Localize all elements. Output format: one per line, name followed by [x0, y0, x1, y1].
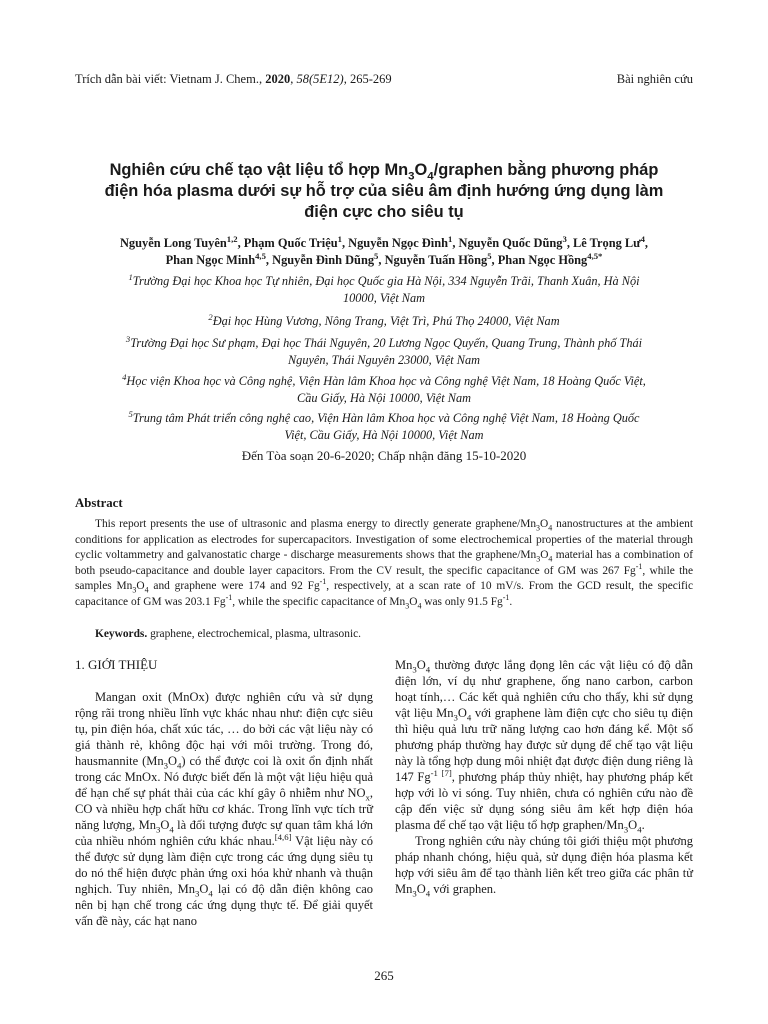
- affiliation: $^1$Trường Đại học Khoa học Tự nhiên, Đại học Quốc gia Hà Nội, 334 Nguyễn Trãi, Thanh Xuân, Hà Nội 10000, Việt Nam: [128, 271, 640, 305]
- title-line3: điện cực cho siêu tụ: [304, 203, 464, 221]
- author: Nguyễn Đình Dũng$^5$: [272, 250, 379, 267]
- title-line1: Nghiên cứu chế tạo vật liệu tổ hợp Mn: [109, 161, 409, 179]
- citation-volume: 58(5E12): [296, 72, 344, 86]
- author: Phan Ngọc Minh$^{4,5}$: [165, 250, 266, 267]
- citation: Trích dẫn bài viết: Vietnam J. Chem., 2020, 58(5E12), 265-269: [75, 72, 392, 86]
- author-list: Nguyễn Long Tuyên$^{1,2}$, Phạm Quốc Triệu$^1$, Nguyễn Ngọc Đình$^1$, Nguyễn Quốc Dũng$^3$, Lê Trọng $Lư^4$, Phan Ngọc Minh$^{4,5}$, Nguyễn Đình Dũng$^5$, Nguyễn Tuấn Hồng$^5$, Phan Ngọc Hồng$^{4,5*}$: [119, 233, 649, 267]
- citation-pages: , 265-269: [343, 72, 392, 86]
- title-sub: 3: [408, 170, 415, 183]
- article-type: Bài nghiên cứu: [616, 72, 693, 86]
- intro-paragraph-2: Trong nghiên cứu này chúng tôi giới thiệu một phương pháp nhanh chóng, hiệu quả, sử dụng điện hóa plasma kết hợp với siêu âm để tạo thành liên kết treo giữa các phân tử $Mn_3O_4$ với graphen.: [395, 834, 693, 899]
- title-sub: 4: [427, 170, 434, 183]
- intro-paragraph-cont: $Mn_3O_4$ thường được lắng đọng lên các vật liệu có độ dẫn điện lớn, ví dụ như graphene, ống nano carbon, carbon hoạt tính,… Các kết quả nghiên cứu cho thấy, khi sử dụng vật liệu $Mn_3O_4$ với graphene làm điện cực cho siêu tụ điện thì hiệu quả lưu trữ năng lượng cao hơn đáng kể. Một số phương pháp thường hay được sử dụng để chế tạo vật liệu này là tổng hợp dung môi nhiệt đạt được điện dung riêng là 147 $Fg^{-1}$ [7], phương pháp thủy nhiệt, hay phương pháp kết hợp với lò vi sóng. Tuy nhiên, chưa có nghiên cứu nào đề cập đến việc sử dụng sóng siêu âm kết hợp điện hóa plasma để chế tạo vật liệu tổ hợp graphen/$Mn_3O_4$.: [395, 658, 693, 835]
- author: Lê Trọng $Lư^4$: [573, 233, 645, 250]
- right-column: [395, 657, 693, 897]
- author: Phan Ngọc Hồng$^{4,5*}$: [497, 250, 603, 267]
- title-o: O: [414, 161, 428, 179]
- title-line2: điện hóa plasma dưới sự hỗ trợ của siêu âm định hướng ứng dụng làm: [104, 182, 664, 200]
- left-column: [75, 657, 373, 929]
- keywords: Keywords. graphene, electrochemical, plasma, ultrasonic.: [95, 628, 362, 640]
- affiliation: $^2$Đại học Hùng Vương, Nông Trang, Việt Trì, Phú Thọ 24000, Việt Nam: [208, 311, 560, 328]
- citation-year: 2020: [265, 72, 291, 86]
- affiliation: $^4$Học viện Khoa học và Công nghệ, Viện Hàn lâm Khoa học và Công nghệ Việt Nam, 18 Hoàng Quốc Việt, Cầu Giấy, Hà Nội 10000, Việt Nam: [122, 371, 646, 405]
- author: Nguyễn Ngọc Đình$^1$: [348, 233, 453, 250]
- abstract-text: This report presents the use of ultrasonic and plasma energy to directly generate graphene/$Mn_3O_4$ nanostructures at the ambient conditions for application as electrodes for supercapacitors. Investigation of some electrochemical properties of the material through cyclic voltammetry and galvanostatic charge - discharge measurements shows that the graphene/$Mn_3O_4$ material has a combination of both pseudo-capacitance and double layer capacitors. From the CV result, the specific capacitance of GM was 267 $Fg^{-1}$, while the samples $Mn_3O_4$ and graphene were 174 and 92 $Fg^{-1}$, respectively, at a scan rate of 10 mV/s. From the GCD result, the specific capacitance of GM was 203.1 $Fg^{-1}$, while the specific capacitance of $Mn_3O_4$ was only 91.5 $Fg^{-1}$.: [75, 518, 694, 611]
- received-dates: Đến Tòa soạn 20-6-2020; Chấp nhận đăng 15-10-2020: [241, 448, 527, 463]
- author: Nguyễn Tuấn Hồng$^5$: [384, 250, 492, 267]
- citation-prefix: Trích dẫn bài viết: Vietnam J. Chem.,: [75, 72, 266, 86]
- paper-title: [60, 160, 708, 223]
- author: Nguyễn Quốc Dũng$^3$: [458, 233, 567, 250]
- affiliation: $^5$Trung tâm Phát triển công nghệ cao, Viện Hàn lâm Khoa học và Công nghệ Việt Nam, 18 Hoàng Quốc Việt, Cầu Giấy, Hà Nội 10000, Việt Nam: [128, 408, 640, 442]
- page-number: 265: [374, 968, 394, 983]
- section-heading: 1. GIỚI THIỆU: [75, 657, 158, 672]
- title-line1-end: /graphen bằng phương pháp: [433, 161, 659, 179]
- abstract-heading: Abstract: [75, 496, 123, 510]
- affiliation: $^3$Trường Đại học Sư phạm, Đại học Thái Nguyên, 20 Lương Ngọc Quyến, Quang Trung, Thành phố Thái Nguyên, Thái Nguyên 23000, Việt Nam: [125, 333, 643, 367]
- author: Phạm Quốc Triệu$^1$: [243, 233, 342, 250]
- intro-paragraph: Mangan oxit (MnOx) được nghiên cứu và sử dụng rộng rãi trong nhiều lĩnh vực khác nhau như: điện cực siêu tụ, pin điện hóa, chất xúc tác, … do bởi các vật liệu này có giá thành rẻ, không độc hại với môi trường. Trong đó, hausmannite $(Mn_3O_4)$ có thể được coi là oxit ổn định nhất trong các MnOx. Nó được biết đến là một vật liệu hiệu quả để hạn chế sự phát thải của các khí gây ô nhiễm như $NO_x$, CO và nhiều hợp chất hữu cơ khác. Trong lĩnh vực tích trữ năng lượng, $Mn_3O_4$ là đối tượng được sự quan tâm khá lớn của nhiều nhóm nghiên cứu khác nhau.[4,6] Vật liệu này có thể được sử dụng làm điện cực trong các ứng dụng siêu tụ do nó thể hiện được phản ứng oxi hóa khử nhanh và thuận nghịch. Tuy nhiên, $Mn_3O_4$ lại có độ dẫn điện không cao nên bị hạn chế trong các ứng dụng thực tế. Để giải quyết vấn đề này, các hạt nano: [75, 690, 373, 928]
- author: Nguyễn Long Tuyên$^{1,2}$: [119, 233, 238, 250]
